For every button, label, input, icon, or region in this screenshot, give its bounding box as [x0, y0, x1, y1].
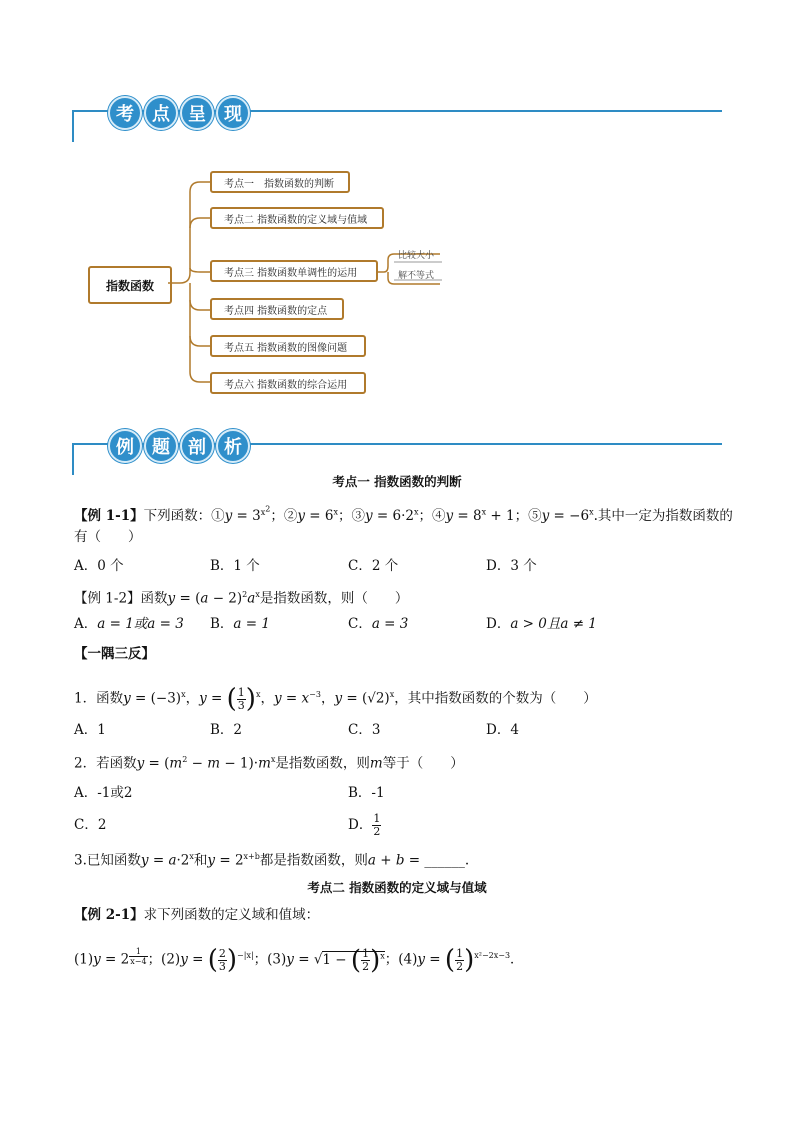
question-2: 2．若函数$y = (m^2 - m - 1)\cdot m^x$是指数函数，则m等于（ ）	[74, 755, 464, 772]
practice-heading: 【一隅三反】	[74, 646, 155, 662]
example-tail: 是指数函数，则（ ）	[259, 590, 409, 607]
header-char: 考	[108, 96, 142, 130]
example-1-2: 【例 1-2】函数$y = (a - 2)^2a^x$是指数函数，则（ ）	[74, 590, 409, 607]
header-char: 呈	[180, 96, 214, 130]
option-text: a = 1	[233, 616, 270, 632]
option-b: B．-1	[348, 785, 385, 801]
question-lead: 1．函数	[74, 690, 124, 707]
question-lead: 3.已知函数	[74, 852, 141, 869]
option-d: D．3 个	[486, 558, 537, 574]
header-char: 析	[216, 429, 250, 463]
example-lead: 下列函数：	[143, 508, 212, 525]
mindmap-branch: 考点二 指数函数的定义域与值域	[210, 207, 384, 229]
option-a: A．-1或2	[74, 785, 133, 801]
example-text: 求下列函数的定义域和值域：	[143, 907, 320, 923]
option-label: D．	[486, 616, 511, 632]
header-title	[108, 429, 250, 463]
mindmap-root: 指数函数	[88, 266, 172, 304]
question-tail: ______.	[424, 852, 470, 869]
option-b: B．2	[210, 722, 243, 738]
option-label: D．	[348, 817, 373, 833]
option-b: B．1 个	[210, 558, 260, 574]
option-c	[348, 615, 408, 633]
mindmap-connectors	[0, 0, 794, 420]
question-mid: 都是指数函数，则	[259, 852, 368, 869]
kp2-title: 考点二 指数函数的定义域与值域	[307, 880, 487, 895]
option-a: A．1	[74, 722, 106, 738]
example-tag: 【例 1-2】	[74, 590, 141, 607]
header-char: 题	[144, 429, 178, 463]
question-lead: 2．若函数	[74, 755, 137, 772]
question-mid: 和	[193, 852, 208, 869]
header-char: 剖	[180, 429, 214, 463]
option-a: A．0 个	[74, 558, 124, 574]
option-c: C．2	[74, 817, 107, 833]
option-c: C．2 个	[348, 558, 399, 574]
question-tail: ，其中指数函数的个数为（ ）	[394, 690, 597, 707]
kp1-title: 考点一 指数函数的判断	[332, 474, 462, 489]
option-c: C．3	[348, 722, 381, 738]
example-2-1-formulas: (1)y = 2 $^{\frac{1}{x-4}}$ ；(2)y = ( $\frac{2}{3}$ )$^{-|x|}$；(3)y = √1 − ( $\frac{1}{2}$ )$^x$；(4)y = ( $\frac{1}{2}$ )$^{x^2-2x-3}$．	[74, 945, 524, 975]
option-label: A．	[74, 616, 98, 632]
option-text: a = 1或a = 3	[97, 616, 184, 632]
mindmap-branch: 考点一 指数函数的判断	[210, 171, 350, 193]
question-3: 3.已知函数$y = a\cdot 2^x$和$y = 2^{x+b}$都是指数函数，则a + b = ______.	[74, 852, 470, 869]
question-mid: 是指数函数，则	[275, 755, 370, 772]
option-text: a = 3	[371, 616, 409, 632]
mindmap-branch: 考点三 指数函数单调性的运用	[210, 260, 378, 282]
example-tag: 【例 1-1】	[74, 508, 144, 525]
option-d	[486, 615, 597, 633]
option-label: C．	[348, 616, 372, 632]
header-char: 现	[216, 96, 250, 130]
mindmap-branch: 考点六 指数函数的综合运用	[210, 372, 366, 394]
header-corner	[72, 443, 74, 475]
question-tail: 等于（ ）	[382, 755, 464, 772]
example-1-1-line2: 有（ ）	[74, 529, 142, 545]
header-char: 例	[108, 429, 142, 463]
mindmap-branch: 考点五 指数函数的图像问题	[210, 335, 366, 357]
option-b	[210, 615, 270, 633]
header-char: 点	[144, 96, 178, 130]
option-label: B．	[210, 616, 234, 632]
question-1: 1．函数$y = (-3)^x$，y = ( $\frac{1}{3}$ )$^x$，$y = x^{-3}$，$y = (√2)^x$，其中指数函数的个数为（ ）	[74, 684, 597, 714]
example-1-1: 【例 1-1】下列函数：①y = $3^{x^2}$；②y = $6^x$；③y = $6\cdot 2^x$；④y = $8^x + 1$；⑤y = $-6^x$.其中一定为指数函数的	[74, 504, 733, 525]
option-d: D． $\frac{1}{2}$	[348, 812, 381, 838]
example-tail: .其中一定为指数函数的	[593, 508, 733, 525]
option-a	[74, 615, 184, 633]
example-tag: 【例 2-1】	[74, 907, 144, 923]
example-lead: 函数	[140, 590, 168, 607]
example-2-1	[74, 906, 319, 924]
mindmap-leaf: 比较大小	[398, 251, 435, 261]
mindmap-branch: 考点四 指数函数的定点	[210, 298, 344, 320]
option-d: D．4	[486, 722, 519, 738]
option-text: a > 0且a ≠ 1	[510, 616, 597, 632]
mindmap-leaf: 解不等式	[398, 271, 435, 281]
